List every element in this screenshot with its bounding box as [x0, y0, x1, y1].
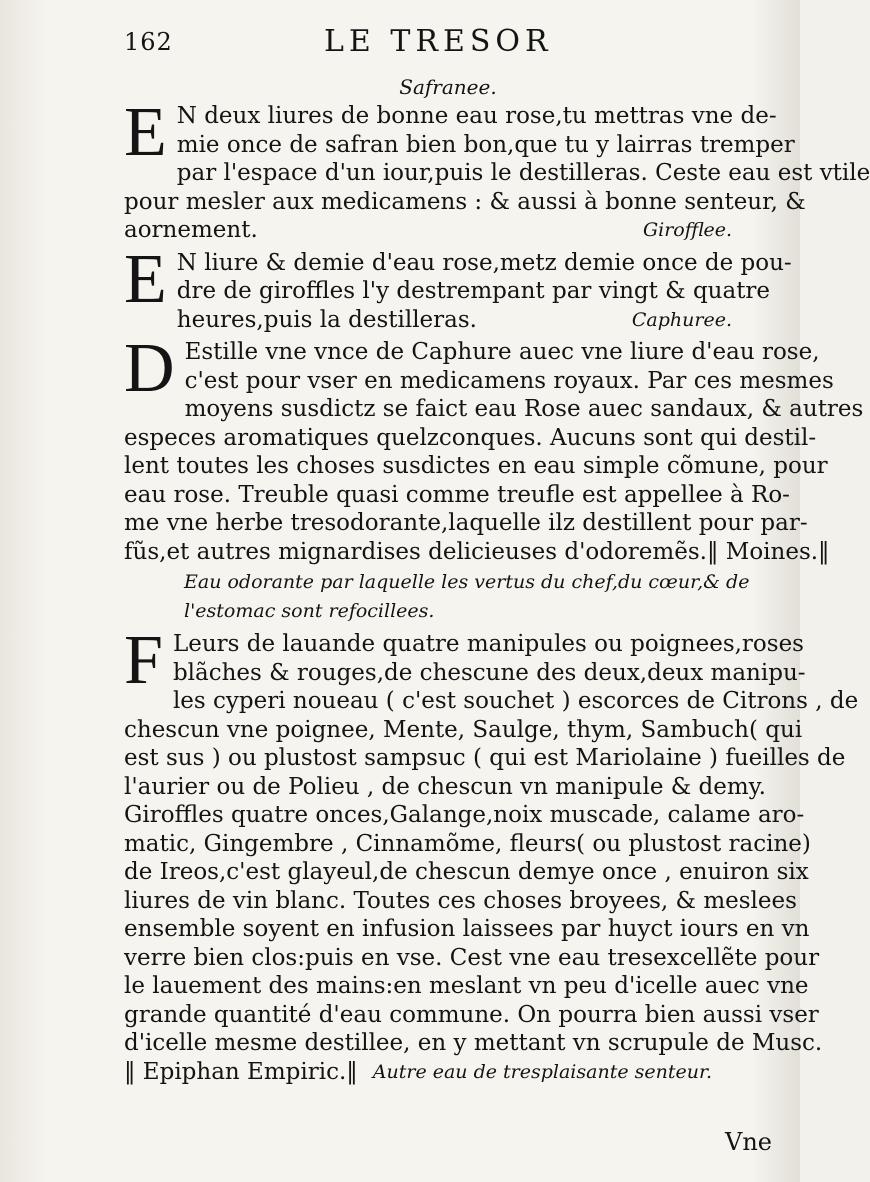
text-line: blãches & rouges,de chescune des deux,deux manipu- — [172, 659, 806, 686]
text-line: Giroffles quatre onces,Galange,noix muscade, calame aro- — [124, 802, 805, 828]
text-line: N liure & demie d'eau rose,metz demie once de pou- — [176, 249, 792, 276]
text-line: eau rose. Treuble quasi comme treufle est appellee à Ro- — [124, 481, 790, 508]
running-head: LE TRESOR — [324, 24, 553, 59]
text-line: N deux liures de bonne eau rose,tu mettras vne de- — [176, 103, 777, 129]
text-line: pour mesler aux medicamens : & aussi à bonne senteur, & — [124, 188, 806, 215]
paragraph-caphuree — [124, 330, 864, 566]
section-heading-eau-odorante — [124, 568, 772, 626]
section-heading-caphuree: Caphuree. — [631, 308, 732, 331]
drop-cap: F — [124, 622, 163, 699]
text-line: mie once de safran bien bon,que tu y lairras tremper — [176, 131, 795, 158]
text-line: fũs,et autres mignardises delicieuses d'odoremẽs.‖ Moines.‖ — [124, 538, 830, 565]
drop-cap: E — [124, 94, 167, 171]
note-line: Eau odorante par laquelle les vertus du chef,du cœur,& de — [184, 571, 750, 593]
text-line: liures de vin blanc. Toutes ces choses broyees, & meslees — [124, 887, 797, 914]
catchword: Vne — [725, 1128, 772, 1156]
paragraph-eau-odorante — [124, 622, 859, 1086]
text-line: d'icelle mesme destillee, en y mettant vn scrupule de Musc. — [124, 1030, 823, 1056]
text-line: matic, Gingembre , Cinnamõme, fleurs( ou plustost racine) — [124, 830, 811, 857]
text-line: est sus ) ou plustost sampsuc ( qui est Mariolaine ) fueilles de — [124, 745, 846, 771]
page-number: 162 — [124, 28, 173, 56]
text-line — [124, 216, 772, 245]
page-header — [124, 24, 764, 64]
text-line-part: heures,puis la destilleras. — [176, 306, 477, 333]
text-line: c'est pour vser en medicamens royaux. Par ces mesmes — [184, 367, 834, 394]
drop-cap: D — [124, 330, 175, 407]
text-line: l'aurier ou de Polieu , de chescun vn manipule & demy. — [124, 773, 766, 800]
text-line: dre de giroffles l'y destrempant par vingt & quatre — [176, 278, 771, 304]
text-line: me vne herbe tresodorante,laquelle ilz destillent pour par- — [124, 510, 808, 536]
paragraph-safranee — [124, 94, 870, 245]
text-line-part: aornement. — [124, 217, 258, 243]
text-line: le lauement des mains:en meslant vn peu d'icelle auec vne — [124, 973, 809, 999]
text-line: moyens susdictz se faict eau Rose auec sandaux, & autres — [184, 396, 864, 422]
text-line — [124, 1058, 772, 1087]
text-line: chescun vne poignee, Mente, Saulge, thym, Sambuch( qui — [124, 716, 803, 743]
note-line: l'estomac sont refocillees. — [184, 600, 435, 622]
section-heading-girofflee: Girofflee. — [642, 219, 732, 241]
text-line: lent toutes les choses susdictes en eau simple cõmune, pour — [124, 453, 828, 479]
text-line: especes aromatiques quelzconques. Aucuns sont qui destil- — [124, 424, 817, 451]
text-line: ensemble soyent en infusion laissees par huyct iours en vn — [124, 916, 810, 942]
section-heading-safranee: Safranee. — [399, 75, 497, 99]
drop-cap: E — [124, 240, 167, 318]
paragraph-girofflee — [124, 240, 792, 335]
text-line-part: ‖ Epiphan Empiric.‖ — [124, 1058, 358, 1085]
text-line: verre bien clos:puis en vse. Cest vne eau tresexcellẽte pour — [124, 944, 820, 971]
section-heading-autre-eau: Autre eau de tresplaisante senteur. — [372, 1060, 712, 1083]
text-line: par l'espace d'un iour,puis le destilleras. Ceste eau est vtile — [176, 160, 870, 186]
text-line: grande quantité d'eau commune. On pourra bien aussi vser — [124, 1001, 819, 1028]
text-block — [124, 72, 870, 1086]
text-line: Leurs de lauande quatre manipules ou poignees,roses — [172, 631, 804, 657]
text-line: de Ireos,c'est glayeul,de chescun demye once , enuiron six — [124, 859, 809, 885]
text-line: les cyperi noueau ( c'est souchet ) escorces de Citrons , de — [172, 688, 859, 714]
text-line: Estille vne vnce de Caphure auec vne liure d'eau rose, — [184, 339, 820, 365]
text-line — [124, 306, 772, 335]
